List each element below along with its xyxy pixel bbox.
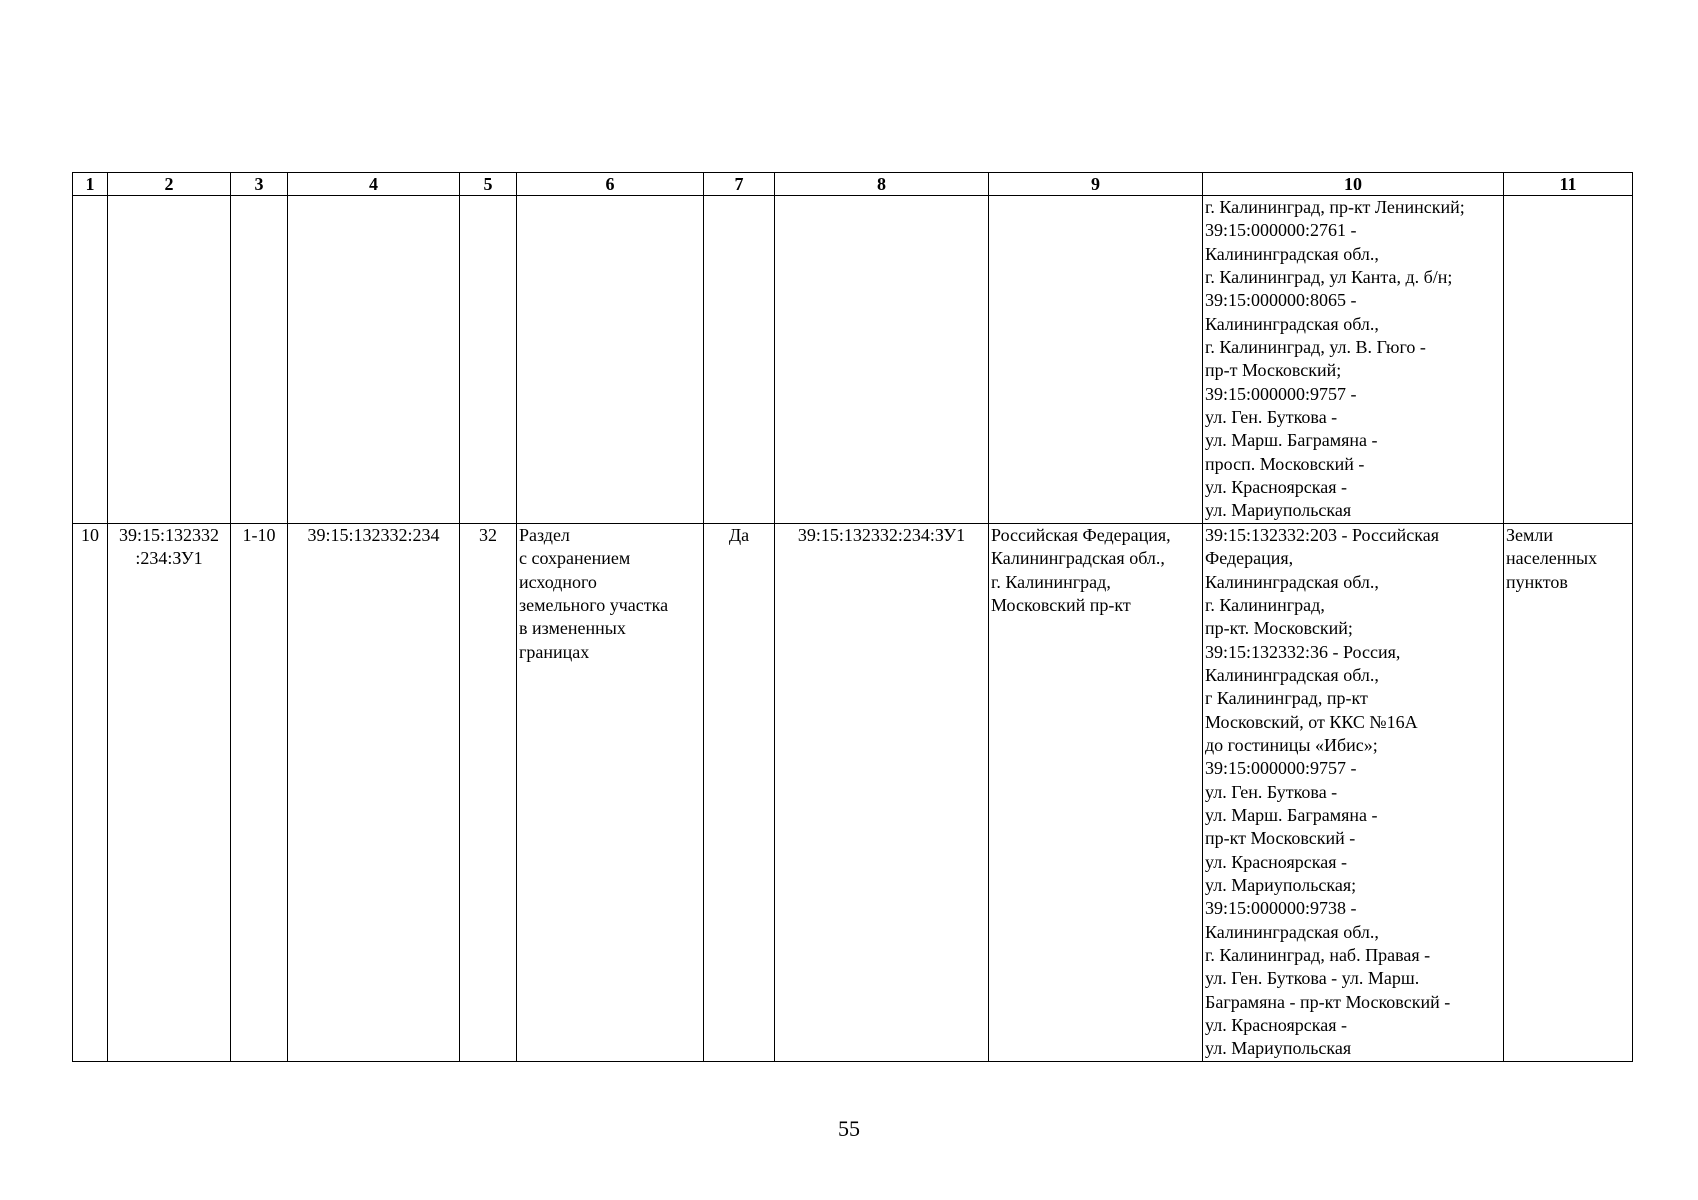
column-header-8: 8 [775, 173, 989, 196]
column-header-10: 10 [1203, 173, 1504, 196]
text-line: Калининградская обл., [1205, 243, 1379, 264]
text-line: пр-кт Московский - [1205, 828, 1356, 849]
text-line: г. Калининград, наб. Правая - [1205, 945, 1431, 965]
cell-value: 32 [460, 523, 517, 1061]
cell-empty [73, 196, 108, 524]
text-line: 39:15:132332:203 - Российская [1205, 524, 1439, 545]
column-header-1: 1 [73, 173, 108, 196]
text-line: в измененных [519, 618, 626, 639]
cell-empty [460, 196, 517, 524]
formation-method-lines [519, 524, 701, 664]
text-line: Московский пр-кт [991, 594, 1131, 615]
text-line: ул. Мариупольская [1205, 1038, 1352, 1059]
text-line: ул. Мариупольская; [1205, 874, 1357, 895]
column-header-4: 4 [288, 173, 460, 196]
header-row [73, 173, 1633, 196]
text-line: Раздел [519, 524, 570, 545]
text-line: до гостиницы «Ибис»; [1205, 734, 1378, 755]
address-lines [991, 524, 1200, 617]
text-line: Калининградская обл., [1205, 571, 1379, 592]
text-line: Калининградская обл., [1205, 313, 1379, 334]
text-line: ул. Марш. Баграмяна - [1205, 430, 1378, 451]
text-line: населенных [1506, 548, 1598, 569]
text-line: ул. Красноярская - [1205, 1015, 1347, 1036]
cell-yes-no: Да [704, 523, 775, 1061]
text-line: ул. Красноярская - [1205, 477, 1347, 498]
text-line: Баграмяна - пр-кт Московский - [1205, 991, 1451, 1012]
text-line: ул. Красноярская - [1205, 851, 1347, 872]
land-category-lines [1506, 524, 1630, 594]
text-line: Федерация, [1205, 548, 1294, 569]
text-line: ул. Ген. Буткова - [1205, 407, 1338, 428]
text-line: Калининградская обл., [991, 548, 1165, 569]
text-line: Калининградская обл., [1205, 921, 1379, 942]
cell-point-range: 1-10 [231, 523, 288, 1061]
cell-new-parcel-number: 39:15:132332:234:ЗУ1 [775, 523, 989, 1061]
cell-empty [704, 196, 775, 524]
column-header-6: 6 [517, 173, 704, 196]
text-line: г. Калининград, [991, 571, 1111, 592]
page-number: 55 [838, 1116, 860, 1141]
cell-adjacent-parcels [1203, 523, 1504, 1061]
table-row-continuation [73, 196, 1633, 524]
text-line: 39:15:000000:9738 - [1205, 898, 1357, 919]
column-header-7: 7 [704, 173, 775, 196]
text-line: просп. Московский - [1205, 453, 1365, 474]
cell-source-cadastral-number: 39:15:132332:234 [288, 523, 460, 1061]
text-line: ул. Марш. Баграмяна - [1205, 804, 1378, 825]
text-line: границах [519, 641, 590, 662]
text-line: г. Калининград, [1205, 594, 1325, 615]
cell-address [989, 523, 1203, 1061]
cell-parcel-designation [108, 523, 231, 1061]
text-line: исходного [519, 571, 597, 592]
text-line: ул. Ген. Буткова - [1205, 781, 1338, 802]
text-line: 39:15:000000:2761 - [1205, 220, 1357, 241]
column-header-3: 3 [231, 173, 288, 196]
text-line: пунктов [1506, 571, 1568, 592]
text-line: ул. Ген. Буткова - ул. Марш. [1205, 968, 1420, 989]
text-line: земельного участка [519, 594, 669, 615]
cell-formation-method [517, 523, 704, 1061]
cell-empty [231, 196, 288, 524]
text-line: г. Калининград, ул Канта, д. б/н; [1205, 267, 1453, 288]
parcel-designation-lines [110, 524, 228, 571]
text-line: г Калининград, пр-кт [1205, 688, 1368, 709]
cell-empty [517, 196, 704, 524]
cell-empty [775, 196, 989, 524]
column-header-11: 11 [1504, 173, 1633, 196]
text-line: ул. Мариупольская [1205, 500, 1352, 521]
text-line: :234:ЗУ1 [135, 548, 203, 569]
column-header-5: 5 [460, 173, 517, 196]
column-header-2: 2 [108, 173, 231, 196]
text-line: с сохранением [519, 548, 631, 569]
cell-empty [989, 196, 1203, 524]
text-line: пр-кт. Московский; [1205, 618, 1353, 639]
text-line: пр-т Московский; [1205, 360, 1342, 381]
cell-empty [288, 196, 460, 524]
table-row [73, 523, 1633, 1061]
text-line: 39:15:000000:8065 - [1205, 290, 1357, 311]
text-line: Московский, от ККС №16А [1205, 711, 1418, 732]
text-line: г. Калининград, ул. В. Гюго - [1205, 337, 1426, 358]
text-line: 39:15:132332:36 - Россия, [1205, 641, 1401, 662]
adjacent-parcels-lines [1205, 524, 1501, 1061]
text-line: г. Калининград, пр-кт Ленинский; [1205, 197, 1465, 217]
cell-row-number: 10 [73, 523, 108, 1061]
text-line: 39:15:000000:9757 - [1205, 758, 1357, 779]
adjacent-parcels-lines [1205, 196, 1501, 523]
text-line: Земли [1506, 524, 1554, 545]
text-line: Российская Федерация, [991, 524, 1171, 545]
cell-empty [108, 196, 231, 524]
text-line: 39:15:000000:9757 - [1205, 383, 1357, 404]
column-header-9: 9 [989, 173, 1203, 196]
cell-land-category [1504, 523, 1633, 1061]
text-line: 39:15:132332 [118, 524, 219, 545]
data-table [72, 172, 1633, 1062]
cell-empty [1504, 196, 1633, 524]
cell-adjacent-parcels [1203, 196, 1504, 524]
text-line: Калининградская обл., [1205, 664, 1379, 685]
